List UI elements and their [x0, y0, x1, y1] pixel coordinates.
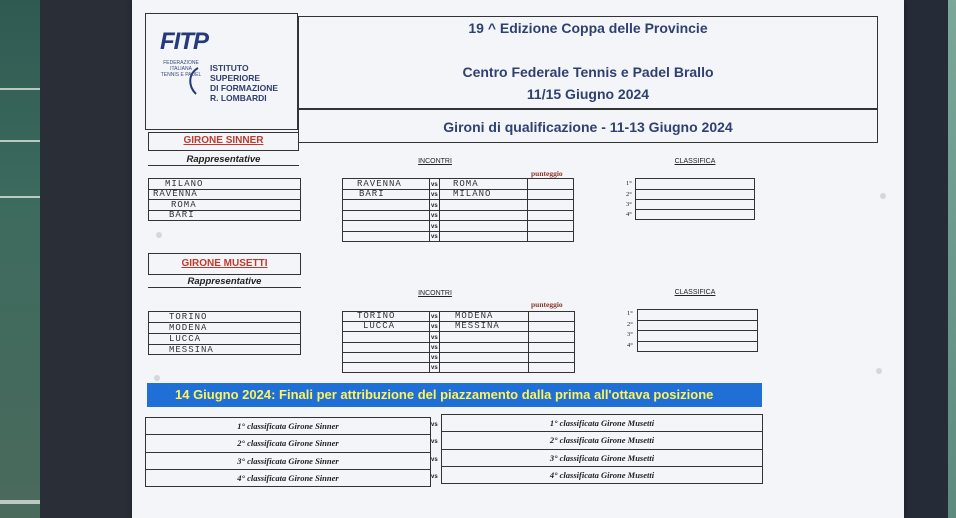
rank-label: 2° — [626, 191, 632, 198]
vs-label: vs — [431, 224, 438, 230]
group-title-box — [148, 132, 299, 151]
match-row — [343, 232, 573, 243]
teams-table — [148, 311, 301, 355]
finals-right-label: 4° classificata Girone Musetti — [549, 470, 655, 480]
finals-row — [442, 467, 762, 485]
group-title: GIRONE SINNER — [183, 135, 264, 146]
finals-left-label: 2° classificata Girone Sinner — [237, 438, 339, 448]
match-away: MESSINA — [455, 321, 500, 331]
finals-right-label: 1° classificata Girone Musetti — [549, 418, 655, 428]
finals-banner: 14 Giugno 2024: Finali per attribuzione del piazzamento dalla prima all'ottava posizione — [147, 383, 762, 407]
court-line — [0, 500, 40, 504]
finals-row — [146, 470, 430, 488]
standings-caption: CLASSIFICA — [674, 158, 716, 165]
matches-table — [342, 178, 574, 242]
team-name: MILANO — [165, 179, 204, 189]
vs-label: vs — [431, 182, 438, 188]
finals-left-label: 3° classificata Girone Sinner — [237, 456, 339, 466]
standings-caption: CLASSIFICA — [674, 289, 716, 296]
institute-line: R. LOMBARDI — [210, 93, 267, 103]
team-row — [149, 345, 300, 356]
vs-label: vs — [431, 213, 438, 219]
match-away: ROMA — [453, 179, 479, 189]
finals-left-label: 1° classificata Girone Sinner — [237, 421, 339, 431]
team-row — [149, 190, 300, 200]
standings-cells — [637, 309, 758, 352]
finals-row — [442, 415, 762, 432]
matches-caption: INCONTRI — [418, 158, 452, 165]
vs-label: vs — [431, 457, 438, 463]
vs-label: vs — [431, 192, 438, 198]
finals-left-label: 4° classificata Girone Sinner — [237, 473, 339, 483]
teams-table — [148, 178, 301, 221]
qualifiers-title: Gironi di qualificazione - 11-13 Giugno 2024 — [443, 119, 733, 135]
match-row — [343, 211, 573, 221]
match-home: LUCCA — [363, 321, 396, 331]
rank-label: 3° — [626, 201, 632, 208]
header-box — [298, 16, 878, 109]
vs-label: vs — [431, 365, 438, 371]
finals-right-label: 2° classificata Girone Musetti — [549, 435, 655, 445]
board-frame-left — [40, 0, 132, 518]
matches-caption: INCONTRI — [418, 290, 452, 297]
federation-line: ITALIANA — [170, 66, 192, 72]
federation-line: FEDERAZIONE — [163, 60, 199, 66]
vs-label: vs — [431, 203, 438, 209]
institute-text — [210, 63, 297, 103]
qualifiers-box — [298, 109, 878, 143]
team-name: MODENA — [169, 323, 208, 333]
punch-hole — [156, 232, 162, 238]
background-court-right — [948, 0, 956, 518]
finals-row — [146, 418, 430, 435]
punch-hole — [880, 193, 886, 199]
match-away: MILANO — [453, 189, 492, 199]
background-court-left — [0, 0, 40, 518]
punch-hole — [154, 375, 160, 381]
team-name: RAVENNA — [153, 189, 198, 199]
group-title-box — [148, 253, 301, 275]
rank-label: 1° — [626, 180, 632, 187]
vs-label: vs — [431, 314, 438, 320]
vs-label: vs — [431, 422, 438, 428]
logo-box — [145, 13, 298, 130]
team-row — [149, 312, 300, 323]
match-row — [343, 200, 573, 211]
team-name: LUCCA — [169, 334, 202, 344]
punch-hole — [876, 368, 882, 374]
match-row — [343, 353, 574, 363]
rank-label: 1° — [627, 310, 633, 317]
swoosh-icon — [184, 66, 202, 96]
rank-label: 4° — [626, 211, 632, 218]
match-home: RAVENNA — [357, 179, 402, 189]
vs-label: vs — [431, 324, 438, 330]
finals-vs-column — [431, 417, 441, 487]
team-row — [149, 334, 300, 345]
finals-right-label: 3° classificata Girone Musetti — [549, 453, 655, 463]
team-name: TORINO — [169, 312, 208, 322]
match-row — [343, 363, 574, 374]
standings-table — [627, 309, 759, 352]
court-line — [0, 140, 40, 142]
tournament-dates: 11/15 Giugno 2024 — [526, 86, 650, 102]
rank-label: 3° — [627, 331, 633, 338]
center-name: Centro Federale Tennis e Padel Brallo — [462, 64, 714, 80]
team-row — [149, 323, 300, 334]
group-subtitle: Rappresentative — [148, 276, 301, 288]
vs-label: vs — [431, 335, 438, 341]
tournament-sheet — [132, 0, 904, 518]
finals-row — [442, 432, 762, 450]
institute-line: ISTITUTO SUPERIORE — [210, 63, 261, 83]
vs-label: vs — [431, 345, 438, 351]
finals-left-table — [145, 417, 431, 487]
match-home: TORINO — [357, 311, 396, 321]
team-row — [149, 211, 300, 222]
matches-table — [342, 311, 575, 373]
rank-label: 4° — [627, 342, 633, 349]
score-caption: punteggio — [531, 300, 563, 309]
finals-right-table — [441, 414, 763, 484]
match-home: BARI — [359, 189, 385, 199]
standings-cells — [635, 178, 755, 220]
vs-label: vs — [431, 234, 438, 240]
team-name: BARI — [169, 210, 195, 220]
institute-line: DI FORMAZIONE — [210, 83, 278, 93]
rank-label: 2° — [627, 321, 633, 328]
team-name: MESSINA — [169, 345, 214, 355]
match-row — [343, 190, 573, 200]
group-title: GIRONE MUSETTI — [181, 258, 268, 269]
match-row — [343, 343, 574, 353]
finals-row — [146, 435, 430, 453]
finals-row — [442, 450, 762, 467]
match-row — [343, 221, 573, 232]
team-name: ROMA — [171, 200, 197, 210]
fitp-logo: FITP — [160, 28, 208, 55]
match-row — [343, 322, 574, 332]
vs-label: vs — [431, 439, 438, 445]
federation-line: TENNIS E PADEL — [160, 72, 202, 78]
score-caption: punteggio — [531, 169, 563, 178]
match-away: MODENA — [455, 311, 494, 321]
vs-label: vs — [431, 355, 438, 361]
standings-table — [626, 178, 756, 221]
court-line — [0, 88, 40, 90]
group-subtitle: Rappresentative — [148, 154, 299, 166]
edition-title: 19 ^ Edizione Coppa delle Provincie — [468, 20, 708, 36]
match-row — [343, 332, 574, 343]
vs-label: vs — [431, 474, 438, 480]
finals-row — [146, 453, 430, 470]
court-line — [0, 196, 40, 198]
